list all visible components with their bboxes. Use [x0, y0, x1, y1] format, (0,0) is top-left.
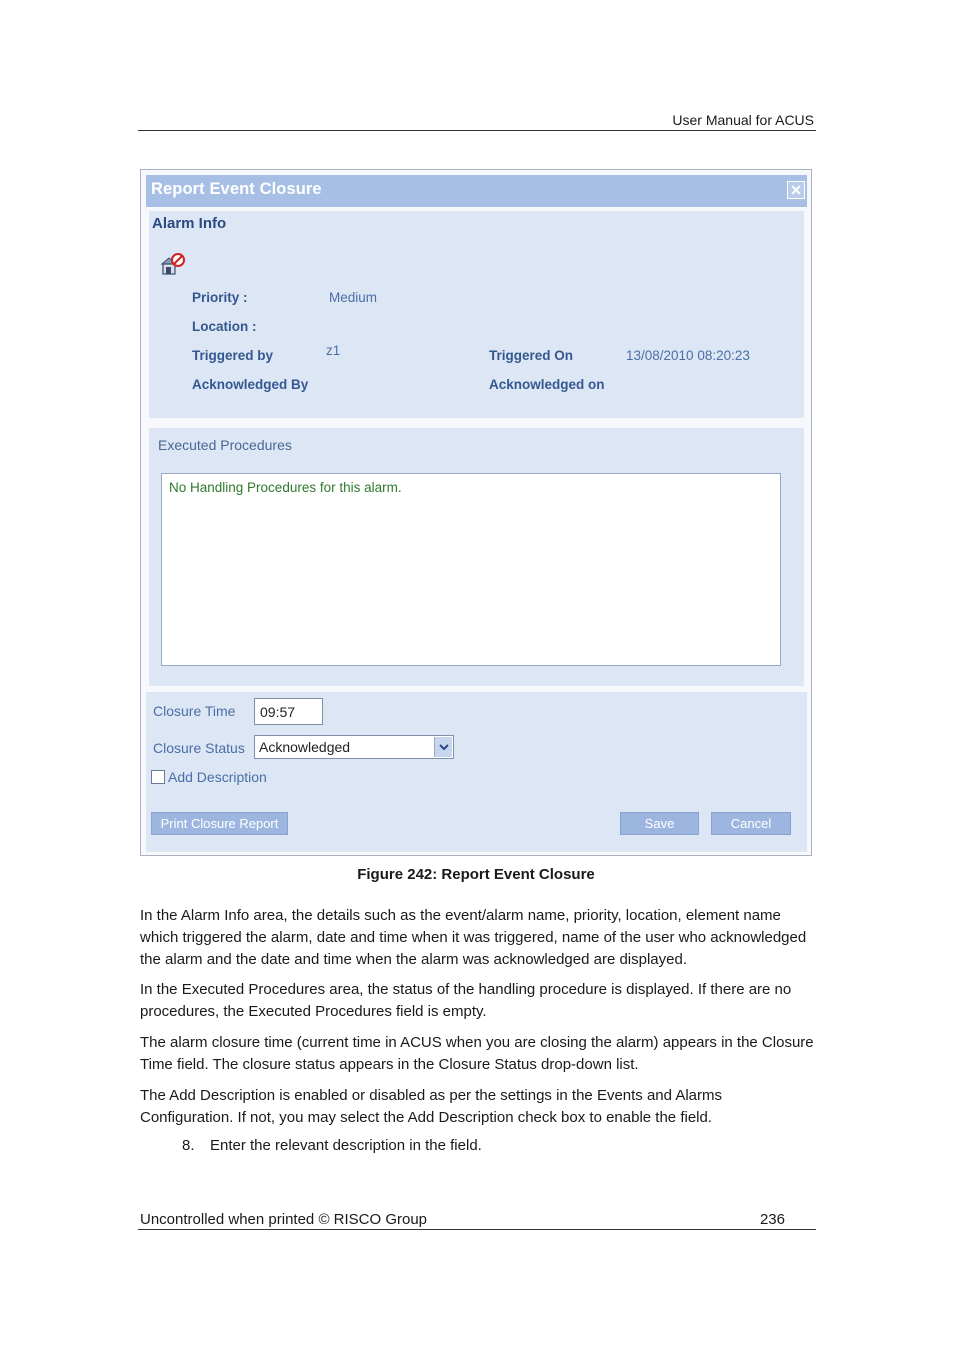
document-header-title: User Manual for ACUS	[672, 112, 814, 128]
step-text: Enter the relevant description in the field.	[210, 1137, 482, 1154]
executed-procedures-box[interactable]	[161, 473, 781, 666]
cancel-button[interactable]: Cancel	[711, 812, 791, 835]
dialog-title: Report Event Closure	[151, 180, 322, 198]
executed-procedures-title: Executed Procedures	[158, 437, 292, 453]
footer-copyright: Uncontrolled when printed © RISCO Group	[140, 1211, 428, 1228]
triggered-by-value: z1	[326, 343, 341, 358]
closure-time-input[interactable]: 09:57	[254, 698, 323, 725]
page-number: 236	[759, 1211, 785, 1228]
priority-value: Medium	[329, 290, 378, 305]
triggered-on-label: Triggered On	[489, 348, 574, 363]
save-button[interactable]: Save	[620, 812, 699, 835]
alarm-info-title: Alarm Info	[152, 215, 227, 232]
chevron-down-icon[interactable]	[434, 737, 452, 757]
close-icon[interactable]: ✕	[787, 181, 805, 199]
alarm-door-no-entry-icon	[160, 252, 186, 276]
print-closure-report-button[interactable]: Print Closure Report	[151, 812, 288, 835]
closure-time-label: Closure Time	[153, 703, 236, 719]
add-description-checkbox[interactable]	[151, 770, 165, 784]
footer-divider	[138, 1229, 816, 1230]
no-procedures-message: No Handling Procedures for this alarm.	[169, 480, 402, 495]
step-number: 8.	[182, 1137, 195, 1154]
figure-caption: Figure 242: Report Event Closure	[357, 866, 595, 883]
triggered-on-value: 13/08/2010 08:20:23	[626, 348, 750, 363]
paragraph-alarm-info: In the Alarm Info area, the details such as the event/alarm name, priority, location, element name which triggered the alarm, date and time when it was triggered, name of the user who acknowledged the alarm and the date and time when the alarm was acknowledged are displayed.	[140, 907, 807, 968]
paragraph-closure-time: The alarm closure time (current time in ACUS when you are closing the alarm) appears in the Closure Time field. The closure status appears in the Closure Status drop-down list.	[140, 1034, 814, 1073]
location-label: Location :	[192, 319, 257, 334]
paragraph-add-description: The Add Description is enabled or disabled as per the settings in the Events and Alarms Configuration. If not, you may select the Add Description check box to enable the field.	[140, 1087, 723, 1126]
triggered-by-label: Triggered by	[192, 348, 274, 363]
closure-status-label: Closure Status	[153, 740, 245, 756]
header-divider	[138, 130, 816, 131]
acknowledged-on-label: Acknowledged on	[489, 377, 605, 392]
closure-status-select[interactable]: Acknowledged	[254, 735, 454, 759]
priority-label: Priority :	[192, 290, 248, 305]
paragraph-executed-procedures: In the Executed Procedures area, the status of the handling procedure is displayed. If there are no procedures, the Executed Procedures field is empty.	[140, 981, 792, 1020]
add-description-label[interactable]: Add Description	[168, 769, 267, 785]
acknowledged-by-label: Acknowledged By	[192, 377, 309, 392]
